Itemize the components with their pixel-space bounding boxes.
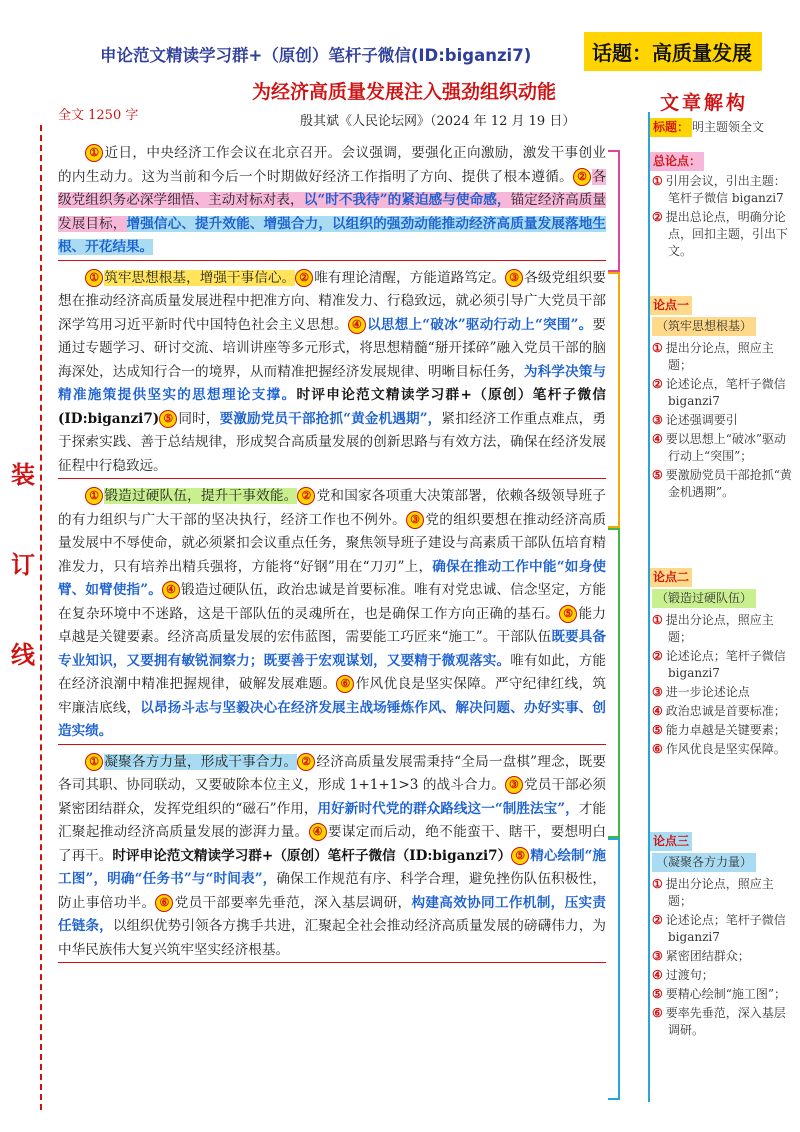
analysis-item: [650, 684, 792, 701]
sentence-text: 作风优良是坚实保障。严守纪律红线，筑牢廉洁底线，: [58, 676, 606, 716]
binding-char: 订: [11, 550, 35, 579]
analysis-item: [650, 412, 792, 429]
sentence-text: 用好新时代党的群众路线这一“制胜法宝”，: [317, 800, 579, 817]
sentence-text: 既要具备专业知识，又要拥有敏锐洞察力；既要善于宏观谋划，又要精于微观落实。: [58, 629, 606, 669]
analysis-section-point-two: [650, 568, 792, 760]
sentence-text: 确保工作规范有序、科学合理，避免挫伤队伍积极性，防止事倍功半。: [58, 871, 606, 911]
analysis-item: [650, 648, 792, 682]
sentence-number-badge: ②: [297, 753, 315, 771]
analysis-item-text: 论述论点；笔杆子微信 biganzi7: [665, 649, 786, 680]
sentence-number-badge: ③: [406, 511, 424, 529]
analysis-item-text: 论述强调要引: [665, 413, 738, 427]
sentence-number-badge: ⑥: [155, 894, 173, 912]
analysis-item-text: 要激励党员干部抢抓“黄金机遇期”。: [665, 468, 792, 499]
sentence-text: 各级党组织务必深学细悟、主动对标对表，: [58, 168, 606, 208]
analysis-section-tag: 论点三: [650, 832, 692, 851]
article-body: [58, 142, 606, 969]
sentence-text: 凝聚各方力量，形成干事合力。: [104, 753, 298, 770]
analysis-section-point-three: [650, 832, 792, 1041]
sentence-number-badge: ⑤: [559, 605, 577, 623]
sentence-number-badge: ⑤: [159, 410, 177, 428]
analysis-item-number: ②: [652, 649, 663, 663]
analysis-item: [650, 948, 792, 965]
analysis-item-number: ②: [652, 377, 663, 391]
article-paragraph: [58, 751, 606, 964]
sentence-text: 近日，中央经济工作会议在北京召开。会议强调，要强化正向激励，激发干事创业的内生动力。这为当前和今后一个时期做好经济工作指明了方向、提供了根本遵循。: [58, 145, 606, 185]
sentence-text: 精心绘制“施工图”，明确“任务书”与“时间表”，: [58, 847, 606, 887]
analysis-item-number: ④: [652, 968, 663, 982]
analysis-section-point-one: [650, 296, 792, 503]
sentence-text: 确保在推动工作中能“如身使臂、如臂使指”。: [58, 558, 606, 598]
analysis-section-intro: [650, 152, 792, 262]
analysis-item: [650, 612, 792, 646]
sentence-text: 锚定经济高质量发展目标，: [58, 192, 607, 232]
sentence-number-badge: ②: [297, 487, 315, 505]
analysis-section-subtitle: （凝聚各方力量）: [652, 853, 756, 872]
analysis-item-number: ②: [652, 913, 663, 927]
analysis-item-number: ⑤: [652, 468, 663, 482]
article-title: 为经济高质量发展注入强劲组织动能: [252, 81, 557, 103]
word-count: 全文 1250 字: [58, 108, 139, 123]
bracket-intro: [608, 150, 620, 272]
sentence-text: 筑牢思想根基，增强干事信心。: [104, 269, 296, 286]
sentence-number-badge: ④: [162, 581, 180, 599]
header-group-text: 申论范文精读学习群+（原创）笔杆子微信(ID:biganzi7): [100, 46, 532, 65]
sentence-text: 要谋定而后动，绝不能蛮干、瞎干，要想明白了再干。: [58, 824, 606, 864]
article-byline: 殷其斌《人民论坛网》（2024 年 12 月 19 日）: [300, 114, 576, 129]
sentence-text: 以昂扬斗志与坚毅决心在经济发展主战场锤炼作风、解决问题、办好实事、创造实绩。: [58, 699, 606, 739]
analysis-item: [650, 876, 792, 910]
analysis-item-number: ⑥: [652, 1006, 663, 1020]
sentence-text: 党员干部要率先垂范，深入基层调研，: [174, 894, 412, 911]
analysis-item-number: ⑤: [652, 723, 663, 737]
analysis-section-tag: 论点一: [650, 296, 692, 315]
sentence-text: 党和国家各项重大决策部署，依赖各级领导班子的有力组织与广大干部的坚决执行，经济工作也不例外。: [58, 488, 607, 528]
analysis-item: [650, 431, 792, 465]
sentence-text: 以组织优势引领各方携手共进，汇聚起全社会推动经济高质量发展的磅礴伟力，为中华民族伟大复兴筑牢坚实经济根基。: [58, 918, 606, 958]
sentence-number-badge: ②: [573, 168, 591, 186]
sentence-text: 时评申论范文精读学习群+（原创）笔杆子微信(ID:biganzi7): [58, 387, 607, 427]
analysis-section-tag: 论点二: [650, 568, 692, 587]
analysis-item-number: ①: [652, 174, 663, 188]
sentence-text: 时评申论范文精读学习群+（原创）笔杆子微信（ID:biganzi7）: [112, 847, 512, 864]
bracket-point-one: [608, 272, 620, 528]
sentence-text: 要激励党员干部抢抓“黄金机遇期”，: [219, 410, 442, 427]
sentence-text: 紧扣经济工作重点难点，勇于探索实践、善于总结规律，形成契合高质量发展的创新思路与有效方法，确保在经济发展征程中行稳致远。: [58, 410, 607, 474]
analysis-item-number: ①: [652, 341, 663, 355]
analysis-item-number: ③: [652, 685, 663, 699]
analysis-item-text: 作风优良是坚实保障。: [665, 742, 786, 756]
analysis-title: 文章解构: [660, 92, 749, 114]
binding-dashed-line: [40, 125, 42, 1110]
sentence-text: 党的组织要想在推动经济高质量发展中不辱使命，就必须紧扣会议重点任务，聚焦领导班子建设与高素质干部队伍培育精准发力，只有培养出精兵强将，方能将“好钢”用在“刀刃”上，: [58, 511, 607, 575]
sentence-text: 以思想上“破冰”驱动行动上“突围”。: [366, 316, 593, 333]
analysis-item-text: 能力卓越是关键要素；: [665, 723, 786, 737]
analysis-item: [650, 967, 792, 984]
bracket-point-three: [608, 838, 620, 1100]
analysis-item-text: 提出总论点，明确分论点，回扣主题，引出下文。: [665, 210, 789, 258]
analysis-item-text: 政治忠诚是首要标准；: [665, 704, 786, 718]
analysis-item-text: 要率先垂范，深入基层调研。: [665, 1006, 786, 1037]
analysis-item-text: 论述论点，笔杆子微信 biganzi7: [665, 377, 786, 408]
analysis-item-number: ⑥: [652, 742, 663, 756]
analysis-item: [650, 741, 792, 758]
sentence-text: 要通过专题学习、研讨交流、培训讲座等多元形式，将思想精髓“掰开揉碎”融入党员干部的脑海深处，达成知行合一的境界，从而精准把握经济发展规律、明晰目标任务，: [58, 316, 607, 380]
analysis-label: 标题：: [650, 118, 692, 137]
analysis-item: [650, 722, 792, 739]
sentence-text: 锻造过硬队伍，提升干事效能。: [104, 488, 298, 504]
analysis-item: [650, 1005, 792, 1039]
sentence-number-badge: ⑤: [511, 847, 529, 865]
analysis-item-text: 提出分论点，照应主题；: [665, 877, 774, 908]
bracket-point-two: [608, 528, 620, 838]
analysis-section-subtitle: （筑牢思想根基）: [652, 317, 756, 336]
sentence-number-badge: ⑥: [336, 675, 354, 693]
analysis-item-text: 论述论点；笔杆子微信 biganzi7: [665, 913, 786, 944]
analysis-item-number: ③: [652, 413, 663, 427]
analysis-item-number: ①: [652, 613, 663, 627]
analysis-section-tag: 总论点：: [650, 152, 704, 171]
analysis-item-number: ①: [652, 877, 663, 891]
analysis-item-number: ④: [652, 432, 663, 446]
analysis-item-text: 要精心绘制“施工图”；: [665, 987, 787, 1001]
binding-label: [10, 430, 36, 700]
analysis-item-number: ④: [652, 704, 663, 718]
sentence-number-badge: ②: [295, 269, 313, 287]
analysis-section-subtitle: （锻造过硬队伍）: [652, 589, 756, 608]
analysis-item: [650, 173, 792, 207]
sentence-text: 锻造过硬队伍，政治忠诚是首要标准。唯有对党忠诚、信念坚定，方能在复杂环境中不迷路，这是干部队伍的灵魂所在，也是确保工作方向正确的基石。: [58, 582, 606, 622]
analysis-item: [650, 703, 792, 720]
sentence-number-badge: ①: [85, 753, 103, 771]
header-topic-badge: 话题：高质量发展: [584, 32, 762, 71]
analysis-item-text: 提出分论点，照应主题；: [665, 613, 774, 644]
sentence-number-badge: ①: [85, 487, 103, 505]
analysis-item: [650, 986, 792, 1003]
analysis-item-number: ②: [652, 210, 663, 224]
sentence-number-badge: ④: [348, 316, 366, 334]
page-header: [0, 30, 800, 74]
analysis-item-text: 过渡句；: [665, 968, 714, 982]
article-paragraph: [58, 485, 606, 745]
sentence-text: 增强信心、提升效能、增强合力，以组织的强劲动能推动经济高质量发展落地生根、开花结果。: [58, 215, 606, 255]
analysis-item-number: ③: [652, 949, 663, 963]
analysis-item-text: 进一步论述论点: [665, 685, 750, 699]
analysis-item-number: ⑤: [652, 987, 663, 1001]
analysis-item: [650, 467, 792, 501]
sentence-text: 各级党组织要想在推动经济高质量发展进程中把准方向、精准发力、行稳致远，就必须引导广大党员干部深学笃用习近平新时代中国特色社会主义思想。: [58, 269, 607, 333]
analysis-item-text: 紧密团结群众；: [665, 949, 750, 963]
analysis-item: [650, 340, 792, 374]
sentence-number-badge: ①: [85, 144, 103, 162]
sentence-text: 才能汇聚起推动经济高质量发展的澎湃力量。: [58, 800, 606, 840]
sentence-text: 为科学决策与精准施策提供坚实的思想理论支撑。: [58, 363, 606, 403]
sentence-text: 构建高效协同工作机制，压实责任链条，: [58, 894, 607, 934]
analysis-item-text: 提出分论点，照应主题；: [665, 341, 774, 372]
binding-char: 装: [11, 460, 35, 489]
sentence-text: 同时，: [178, 410, 220, 427]
analysis-item-text: 引用会议，引出主题：笔杆子微信 biganzi7: [665, 174, 786, 205]
analysis-title-note: [650, 118, 792, 137]
analysis-item: [650, 209, 792, 260]
analysis-item: [650, 376, 792, 410]
sentence-text: 党员干部必须紧密团结群众，发挥党组织的“磁石”作用，: [58, 777, 607, 817]
binding-char: 线: [11, 640, 35, 669]
article-paragraph: [58, 142, 606, 261]
sentence-number-badge: ④: [309, 823, 327, 841]
sentence-text: 以“时不我待”的紧迫感与使命感，: [303, 192, 511, 208]
analysis-item-text: 要以思想上“破冰”驱动行动上“突围”；: [665, 432, 787, 463]
sentence-text: 能力卓越是关键要素。经济高质量发展的宏伟蓝图，需要能工巧匠来“施工”。干部队伍: [58, 605, 606, 645]
sentence-number-badge: ③: [505, 269, 523, 287]
sentence-text: 唯有理论清醒，方能道路笃定。: [314, 269, 506, 286]
analysis-item: [650, 912, 792, 946]
sentence-text: 唯有如此，方能在经济浪潮中精准把握规律，破解发展难题。: [58, 652, 606, 692]
article-paragraph: [58, 267, 606, 480]
analysis-label-text: 明主题领全文: [692, 120, 765, 134]
sentence-number-badge: ①: [85, 269, 103, 287]
sentence-number-badge: ③: [505, 776, 523, 794]
sentence-text: 经济高质量发展需秉持“全局一盘棋”理念，既要各司其职、协同联动，又要破除本位主义，形成 1+1+1>3 的战斗合力。: [58, 753, 607, 793]
